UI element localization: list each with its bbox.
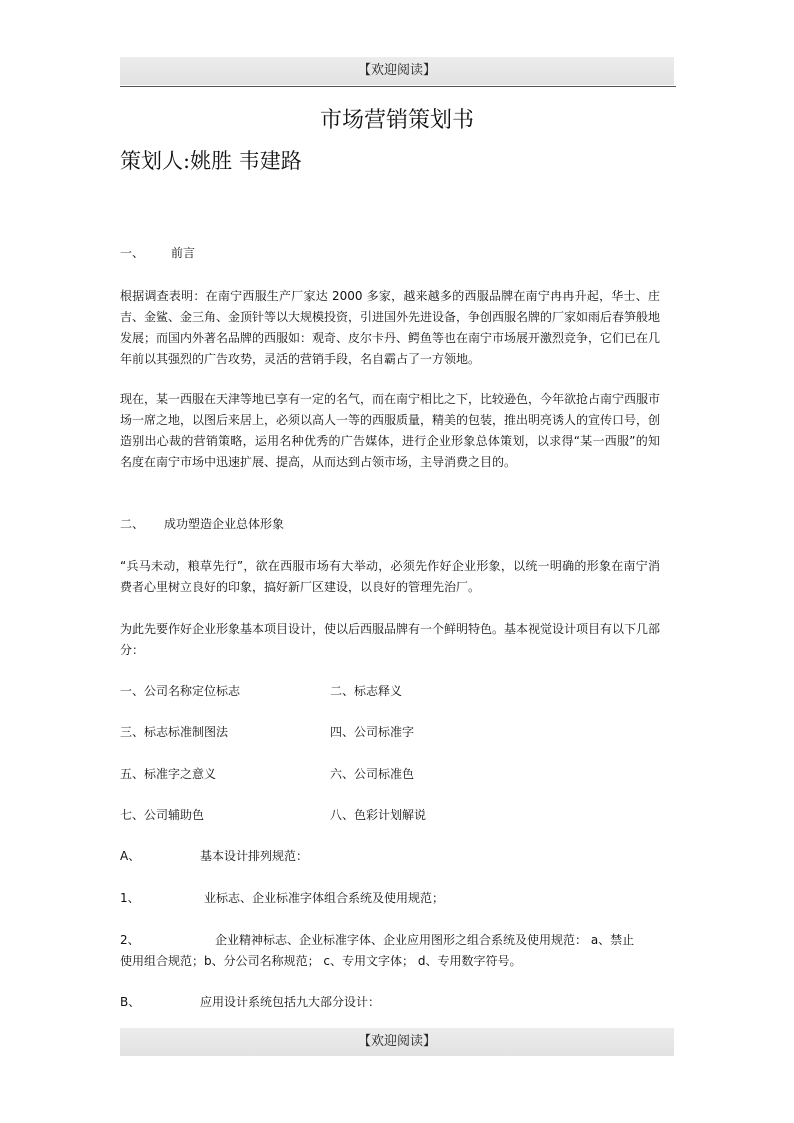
paragraph-intro: 根据调查表明：在南宁西服生产厂家达 2000 多家，越来越多的西服品牌在南宁冉冉升起，华士、庄吉、金鲨、金三角、金顶针等以大规模投资，引进国外先进设备，争创西服名牌的厂家如雨后春笋般地发展；而国内外著名品牌的西服如：观奇、皮尔卡丹、鳄鱼等也在南宁市场展开激烈竞争，它们已在几年前以其强烈的广告攻势，灵活的营销手段，名自霸占了一方领地。 [120,289,661,366]
paragraph-current-status: 现在，某一西服在天津等地已享有一定的名气，而在南宁相比之下，比较逊色，今年欲抢占南宁西服市场一席之地，以图后来居上，必须以高人一等的西服质量，精美的包装，推出明亮诱人的宣传口号，创造别出心裁的营销策略，运用名种优秀的广告媒体，进行企业形象总体策划，以求得“某一西服”的知名度在南宁市场中迅速扩展、提高，从而达到占领市场，主导消费之目的。 [120,392,661,469]
paragraph-image-building: “兵马未动，粮草先行”，欲在西服市场有大举动，必须先作好企业形象，以统一明确的形象在南宁消费者心里树立良好的印象，搞好新厂区建设，以良好的管理先治厂。 [120,559,660,594]
rule-number: 2、 [120,933,140,947]
subsection-a [120,846,308,867]
document-title: 市场营销策划书 [319,108,474,133]
subsection-b [120,992,380,1013]
section-heading-2 [120,514,284,535]
section-label: 成功塑造企业总体形象 [164,517,285,531]
rule-item-1 [120,888,444,909]
list-item: 四、公司标准字 [330,725,415,739]
subsection-label: 基本设计排列规范： [200,849,309,863]
footer-banner: 【欢迎阅读】 [120,1028,674,1056]
header-banner: 【欢迎阅读】 [120,57,674,85]
list-item: 一、公司名称定位标志 [120,684,241,698]
list-item: 八、色彩计划解说 [330,808,427,822]
rule-continuation: 使用组合规范；b、分公司名称规范； c、专用文字体； d、专用数字符号。 [120,954,522,968]
section-number: 二、 [120,517,145,531]
section-label: 前言 [171,246,196,260]
rule-number: 1、 [120,891,140,905]
rule-label: 业标志、企业标准字体组合系统及使用规范； [204,891,445,905]
subsection-label: 应用设计系统包括九大部分设计： [200,995,381,1009]
list-item: 三、标志标准制图法 [120,725,229,739]
subsection-number: B、 [120,995,141,1009]
section-heading-1 [120,243,195,264]
paragraph-basic-design: 为此先要作好企业形象基本项目设计，使以后西服品牌有一个鲜明特色。基本视觉设计项目有以下几部分： [120,622,661,657]
subsection-number: A、 [120,849,141,863]
list-item: 五、标准字之意义 [120,767,217,781]
header-divider [120,86,676,87]
section-number: 一、 [120,246,145,260]
author-line: 策划人:姚胜 韦建路 [120,149,302,173]
list-item: 七、公司辅助色 [120,808,205,822]
rule-label: 企业精神标志、企业标准字体、企业应用图形之组合系统及使用规范： a、禁止 [215,933,635,947]
list-item: 二、标志释义 [330,684,403,698]
rule-item-2 [120,930,676,972]
list-item: 六、公司标准色 [330,767,415,781]
